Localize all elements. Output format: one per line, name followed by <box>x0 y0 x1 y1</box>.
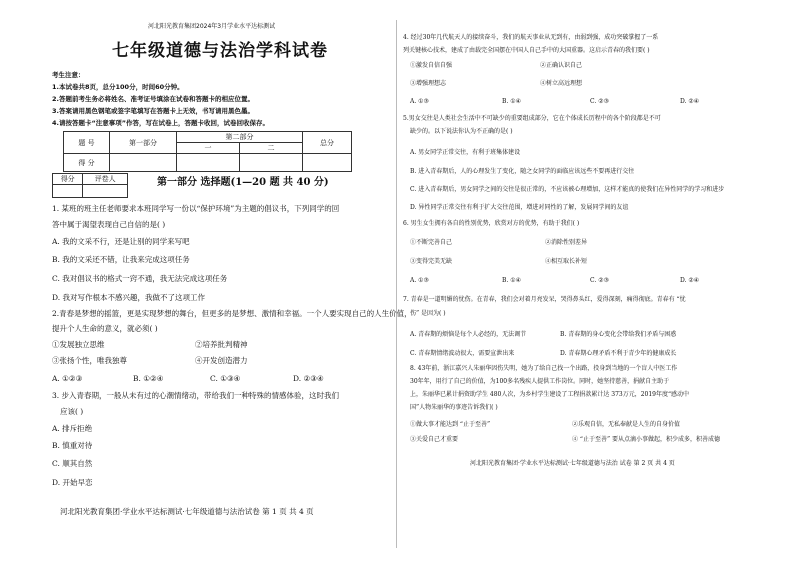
score-sub-header: 二 <box>240 143 303 154</box>
q2-option: D. ②③④ <box>293 374 324 383</box>
q3-option: A. 排斥拒绝 <box>52 424 93 433</box>
q1-option: A. 我的文采不行，还是让别的同学来写吧 <box>52 237 190 246</box>
q8-item: ④ “止于至善” 要从点滴小事做起，积少成多，积善成德 <box>572 436 720 443</box>
question-3: 3. 步入青春期，一般从未有过的心潮情绪动，带给我们一种特殊的情感体验，这时我们 <box>52 391 340 400</box>
score-col-header: 第一部分 <box>110 132 177 154</box>
q6-item: ③变得完美无缺 <box>410 258 453 265</box>
score-col-header: 第二部分 <box>177 132 303 143</box>
score-col-header: 总分 <box>303 132 352 154</box>
question-8: 8. 43年前，浙江嘉兴人朱丽华因伤失明，她为了给自己找一个出路，投身到当地的一个盲人中医工作 <box>410 365 678 372</box>
q6-option: D. ②④ <box>680 277 700 284</box>
question-7: 7. 青春是一道明媚的忧伤。在青春，我们会对着月亮发呆，哭得鼻头红，爱得深刻，痛得彻底。青春有 “忧 <box>403 296 686 303</box>
question-8-cont: 国”人物朱丽华的事迹告诉我们( ) <box>410 404 498 411</box>
q3-option: C. 顺其自然 <box>52 459 93 468</box>
grader-cell[interactable] <box>53 185 83 198</box>
q8-item: ①做大事才能达到 “止于至善” <box>410 421 491 428</box>
q4-item: ②正确认识自己 <box>540 62 583 69</box>
q6-option: C. ②③ <box>590 277 609 284</box>
question-3-cont: 应该( ) <box>60 407 84 416</box>
q7-option: C. 青春期情绪波动很大，需要宣泄出来 <box>410 350 515 357</box>
footer: 河北阳光教育集团·学业水平达标测试·七年级道德与法治试卷 第 1 页 共 4 页 <box>60 507 314 516</box>
q2-option: A. ①②③ <box>52 374 83 383</box>
question-8-cont: 上，朱丽华已累计捐资助学生 480人次，为乡村学生建设了工程捐款累计达 373万元，2019年度“感动中 <box>410 391 690 398</box>
q2-option: C. ①③④ <box>210 374 241 383</box>
grader-cell[interactable] <box>83 185 128 198</box>
score-col-header: 题 号 <box>64 132 110 154</box>
grader-header: 得分 <box>53 174 83 185</box>
notes-title: 考生注意： <box>52 71 85 79</box>
score-cell[interactable] <box>240 154 303 172</box>
section-title: 第一部分 选择题(1—20 题 共 40 分) <box>157 177 329 188</box>
q2-item: ④开发创造潜力 <box>195 356 248 365</box>
q5-option: B. 进入青春期后，人的心理发生了变化，随之女同学的面临应该远些不要再进行交往 <box>410 168 635 175</box>
page-divider <box>396 20 397 548</box>
note-line: 4.请按答题卡“注意事项”作答，写在试卷上，答题卡收回，试卷回收保存。 <box>52 119 270 127</box>
grader-table <box>52 173 128 198</box>
score-sub-header: 一 <box>177 143 240 154</box>
question-6: 6. 男生女生拥有各自的性别优势，欣赏对方的优势，有助于我们( ) <box>403 220 580 227</box>
q6-option: A. ①③ <box>410 277 429 284</box>
grader-header: 评卷人 <box>83 174 128 185</box>
score-cell[interactable] <box>110 154 177 172</box>
q4-item: ④树立高远理想 <box>540 80 583 87</box>
q2-option: B. ①②④ <box>133 374 164 383</box>
q2-item: ③张扬个性，唯我独尊 <box>52 356 127 365</box>
q3-option: B. 慎重对待 <box>52 441 93 450</box>
q8-item: ②乐观自信，无私奉献是人生的自身价值 <box>572 421 681 428</box>
note-line: 2.答题前考生务必将姓名、准考证号填涂在试卷和答题卡的相应位置。 <box>52 95 254 103</box>
question-1: 1. 某班的班主任老师要求本班同学写一份以“保护环境”为主题的倡议书，下列同学的回 <box>52 204 340 213</box>
footer: 河北阳光教育集团·学业水平达标测试·七年级道德与法治 试卷 第 2 页 共 4 页 <box>470 460 675 467</box>
score-cell[interactable] <box>303 154 352 172</box>
note-line: 1.本试卷共8页，总分100分，时间60分钟。 <box>52 83 184 91</box>
q2-item: ①发展独立思维 <box>52 340 105 349</box>
q2-item: ②培养批判精神 <box>195 340 248 349</box>
question-4-cont: 列关键核心技术，建成了由载完全国摆在中国人自己手中的大国重器。这启示青春的我们要( ) <box>403 47 650 54</box>
q6-item: ①不断完善自己 <box>410 239 453 246</box>
question-5: 5.男女交往是人类社会生活中不可缺少的重要组成部分，它在个体成长历程中的各个阶段都是不可 <box>403 115 661 122</box>
question-2-cont: 提升个人生命的意义，就必须( ) <box>52 324 158 333</box>
page-title: 七年级道德与法治学科试卷 <box>112 41 328 61</box>
q4-option: C. ②③ <box>590 98 609 105</box>
q4-option: D. ②④ <box>680 98 700 105</box>
question-5-cont: 缺少的。以下说法你认为不正确的是( ) <box>410 128 513 135</box>
q7-option: D. 青春期心理矛盾不利于青少年的健康成长 <box>560 350 677 357</box>
q1-option: C. 我对倡议书的格式一窍不通，我无法完成这项任务 <box>52 274 228 283</box>
question-2: 2.青春是梦想的摇篮，更是实现梦想的舞台，但更多的是梦想、激情和幸福。一个人要实现自己的人生价值， <box>52 309 412 318</box>
q3-option: D. 开始早恋 <box>52 478 93 487</box>
q6-option: B. ①④ <box>502 277 521 284</box>
score-cell[interactable] <box>177 154 240 172</box>
q5-option: D. 异性同学正常交往有利于扩大交往范围，增进对同性的了解，发展同学间的友谊 <box>410 204 629 211</box>
q6-item: ②消除性别差异 <box>545 239 588 246</box>
q6-item: ④相互取长补短 <box>545 258 588 265</box>
question-1-cont: 答中属于渴望表现自己自信的是( ) <box>52 220 166 229</box>
score-table <box>63 131 352 172</box>
q7-option: A. 青春期的烦恼是每个人必经的，无法调节 <box>410 331 527 338</box>
q1-option: D. 我对写作根本不感兴趣，我做不了这项工作 <box>52 293 206 302</box>
q5-option: C. 进入青春期后，男女同学之间的交往是很正常的，不应该被心理增加，这样才能真的使我们在异性同学的学习和进步 <box>410 186 725 193</box>
question-7-cont: 伤” 是因为( ) <box>410 310 446 317</box>
header-org: 河北阳光教育集团2024年3月学业水平达标测试 <box>148 23 276 30</box>
q4-item: ①激发自信自强 <box>410 62 453 69</box>
q4-option: A. ①③ <box>410 98 429 105</box>
q7-option: B. 青春期的身心变化会带给我们矛盾与困惑 <box>560 331 677 338</box>
question-8-cont: 30年年，用行了自己的价值，为100多名残疾人提供工作岗位。同时，她坚持慈善，捐献自主助于 <box>410 378 670 385</box>
note-line: 3.答案请用黑色钢笔或签字笔填写在答题卡上无效，书写请用黑色墨。 <box>52 107 254 115</box>
score-row-label: 得 分 <box>64 154 110 172</box>
question-4: 4. 经过30年几代航天人的接续奋斗，我们的航天事业从无到有，由弱到强，成功突破掌握了一系 <box>403 34 659 41</box>
q8-item: ③关爱自己才重要 <box>410 436 459 443</box>
q1-option: B. 我的文采还不错，让我来完成这项任务 <box>52 255 190 264</box>
q4-option: B. ①④ <box>502 98 521 105</box>
q4-item: ③增强理想志 <box>410 80 447 87</box>
q5-option: A. 男女同学正常交往，有利于班集体建设 <box>410 149 521 156</box>
